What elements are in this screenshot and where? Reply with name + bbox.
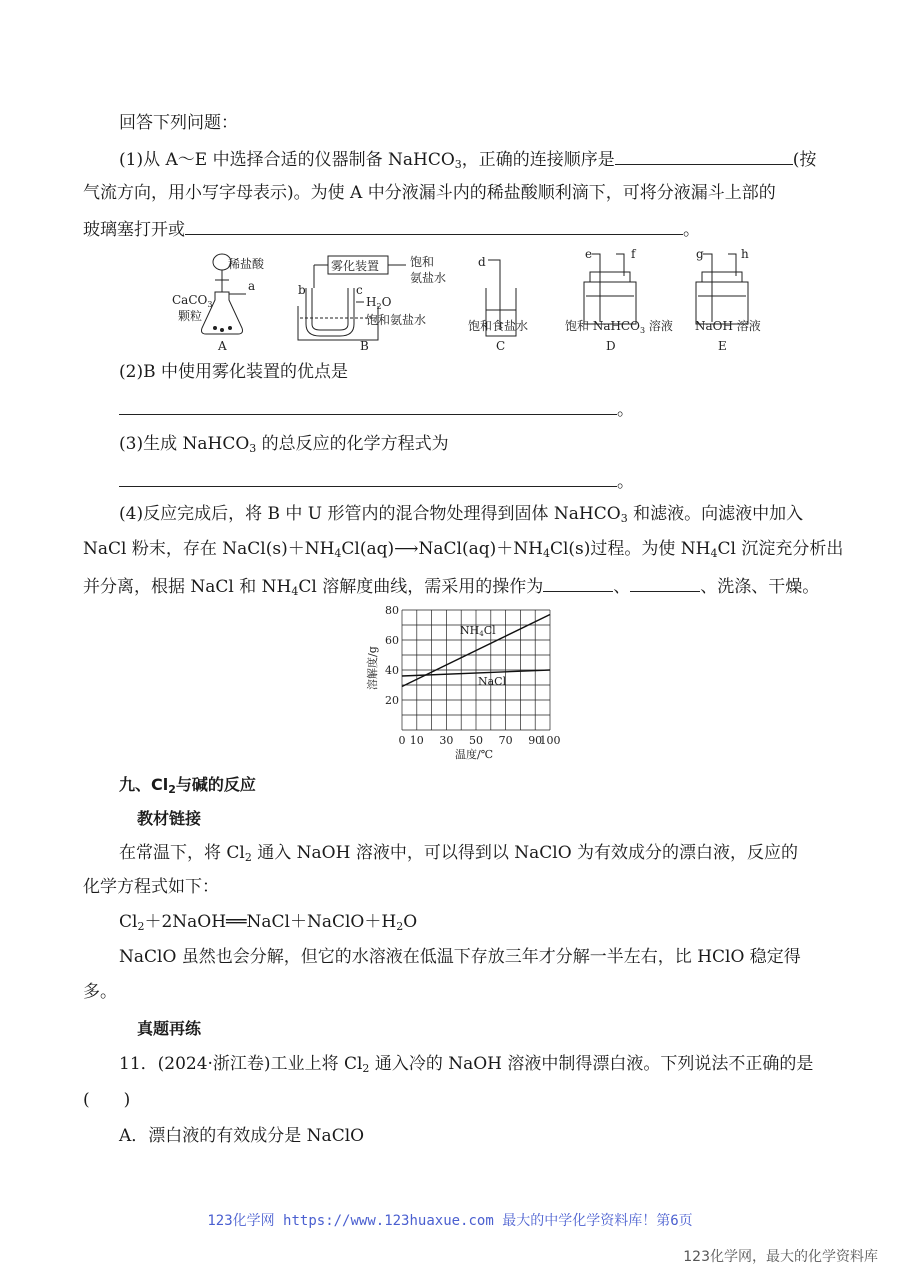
question-2: (2)B 中使用雾化装置的优点是 (119, 362, 348, 382)
x-tick-label: 100 (539, 734, 561, 747)
y-axis-label: 溶解度/g (366, 646, 379, 690)
x-tick-label: 0 (398, 734, 406, 747)
equation: $Cl_2+2NaOH══NaCl+NaClO+H_2O$ (119, 912, 418, 933)
x-tick-label: 90 (528, 734, 543, 747)
svg-text:稀盐酸: 稀盐酸 (228, 257, 265, 271)
section-9-title: 九、$Cl_2$与碱的反应 (119, 775, 256, 796)
question-1-line-1: (1)从 A～E 中选择合适的仪器制备 NaHCO$_3$，正确的连接顺序是 (按 (119, 146, 816, 172)
answer-blank-1[interactable] (615, 146, 793, 165)
apparatus-b (298, 254, 446, 353)
apparatus-a (172, 254, 265, 353)
question-4-line-2: NaCl 粉末，存在 $NaCl(s)+NH_4Cl(aq)⟶NaCl(aq)+NH_4Cl(s)$过程。为使 $NH_4Cl$ 沉淀充分析出 (83, 539, 844, 560)
svg-text:氨盐水: 氨盐水 (410, 271, 447, 285)
answer-blank-5[interactable] (543, 573, 613, 592)
svg-text:h: h (741, 248, 749, 261)
practice-heading: 真题再练 (137, 1019, 202, 1038)
watermark: 123化学网，最大的化学资料库 (683, 1249, 878, 1265)
answer-blank-6[interactable] (630, 573, 700, 592)
apparatus-c (468, 255, 528, 353)
y-tick-label: 60 (385, 634, 399, 647)
solubility-chart (360, 602, 580, 762)
x-axis-label: 温度/℃ (455, 748, 494, 761)
answer-blank-4[interactable] (119, 468, 617, 487)
question-1-line-3: 玻璃塞打开或 。 (83, 216, 700, 242)
x-tick-label: 30 (439, 734, 454, 747)
svg-text:D: D (606, 339, 616, 353)
textbook-heading: 教材链接 (137, 809, 202, 828)
apparatus-d (565, 248, 673, 353)
svg-text:饱和 NaHCO3 溶液: 饱和 NaHCO$_3$ 溶液 (565, 319, 673, 335)
textbook-para-1-line-2: 化学方程式如下： (83, 877, 219, 897)
svg-text:d: d (478, 255, 486, 269)
apparatus-e (695, 248, 761, 353)
question-4-line-3: 并分离，根据 NaCl 和 $NH_4Cl$ 溶解度曲线，需采用的操作为 、 、洗涤、干燥。 (83, 573, 819, 599)
y-tick-label: 80 (385, 604, 399, 617)
answer-blank-2[interactable] (185, 216, 683, 235)
question-2-answer-line: 。 (119, 396, 634, 422)
question-1-line-2: 气流方向，用小写字母表示)。为使 A 中分液漏斗内的稀盐酸顺利滴下，可将分液漏斗上部的 (83, 183, 776, 203)
svg-text:CaCO3: CaCO$_3$ (172, 293, 213, 309)
svg-text:H2O: $H_2O$ (366, 295, 392, 311)
x-tick-label: 50 (469, 734, 483, 747)
svg-text:雾化装置: 雾化装置 (331, 259, 380, 273)
x-tick-label: 70 (498, 734, 513, 747)
svg-text:e: e (585, 248, 593, 261)
question-3: (3)生成 NaHCO$_3$ 的总反应的化学方程式为 (119, 434, 449, 455)
nh4cl-label: NH4Cl (460, 624, 496, 638)
svg-text:A: A (218, 339, 227, 353)
svg-text:E: E (718, 339, 727, 353)
svg-text:f: f (631, 248, 636, 261)
svg-text:a: a (248, 279, 256, 293)
question-4-line-1: (4)反应完成后，将 B 中 U 形管内的混合物处理得到固体 NaHCO$_3$ 和滤液。向滤液中加入 (119, 504, 804, 525)
question-11: 11．(2024·浙江卷)工业上将 $Cl_2$ 通入冷的 NaOH 溶液中制得漂白液。下列说法不正确的是 (119, 1054, 814, 1075)
svg-text:g: g (696, 248, 704, 261)
svg-text:c: c (356, 283, 363, 297)
apparatus-figure (160, 248, 800, 356)
svg-text:B: B (360, 339, 369, 353)
answer-blank-3[interactable] (119, 396, 617, 415)
svg-text:NaOH 溶液: NaOH 溶液 (695, 319, 761, 333)
y-tick-label: 20 (385, 694, 399, 707)
option-a: A．漂白液的有效成分是 NaClO (119, 1126, 365, 1146)
textbook-para-1-line-1: 在常温下，将 $Cl_2$ 通入 NaOH 溶液中，可以得到以 NaClO 为有效成分的漂白液，反应的 (119, 843, 799, 864)
nacl-label: NaCl (478, 675, 507, 688)
svg-text:饱和氨盐水: 饱和氨盐水 (366, 313, 427, 327)
intro: 回答下列问题： (119, 113, 238, 133)
x-tick-label: 10 (409, 734, 424, 747)
svg-text:颗粒: 颗粒 (178, 309, 203, 323)
svg-text:饱和: 饱和 (410, 255, 435, 269)
footer[interactable]: 123化学网 https://www.123huaxue.com 最大的中学化学资料库！第6页 (207, 1213, 693, 1229)
svg-text:饱和食盐水: 饱和食盐水 (468, 319, 529, 333)
question-3-answer-line: 。 (119, 468, 634, 494)
textbook-para-2-line-2: 多。 (83, 982, 117, 1002)
answer-parentheses[interactable]: ( ) (83, 1090, 131, 1110)
y-tick-label: 40 (385, 664, 399, 677)
svg-text:b: b (298, 283, 306, 297)
textbook-para-2-line-1: NaClO 虽然也会分解，但它的水溶液在低温下存放三年才分解一半左右，比 HClO 稳定得 (119, 947, 801, 967)
svg-text:C: C (496, 339, 506, 353)
